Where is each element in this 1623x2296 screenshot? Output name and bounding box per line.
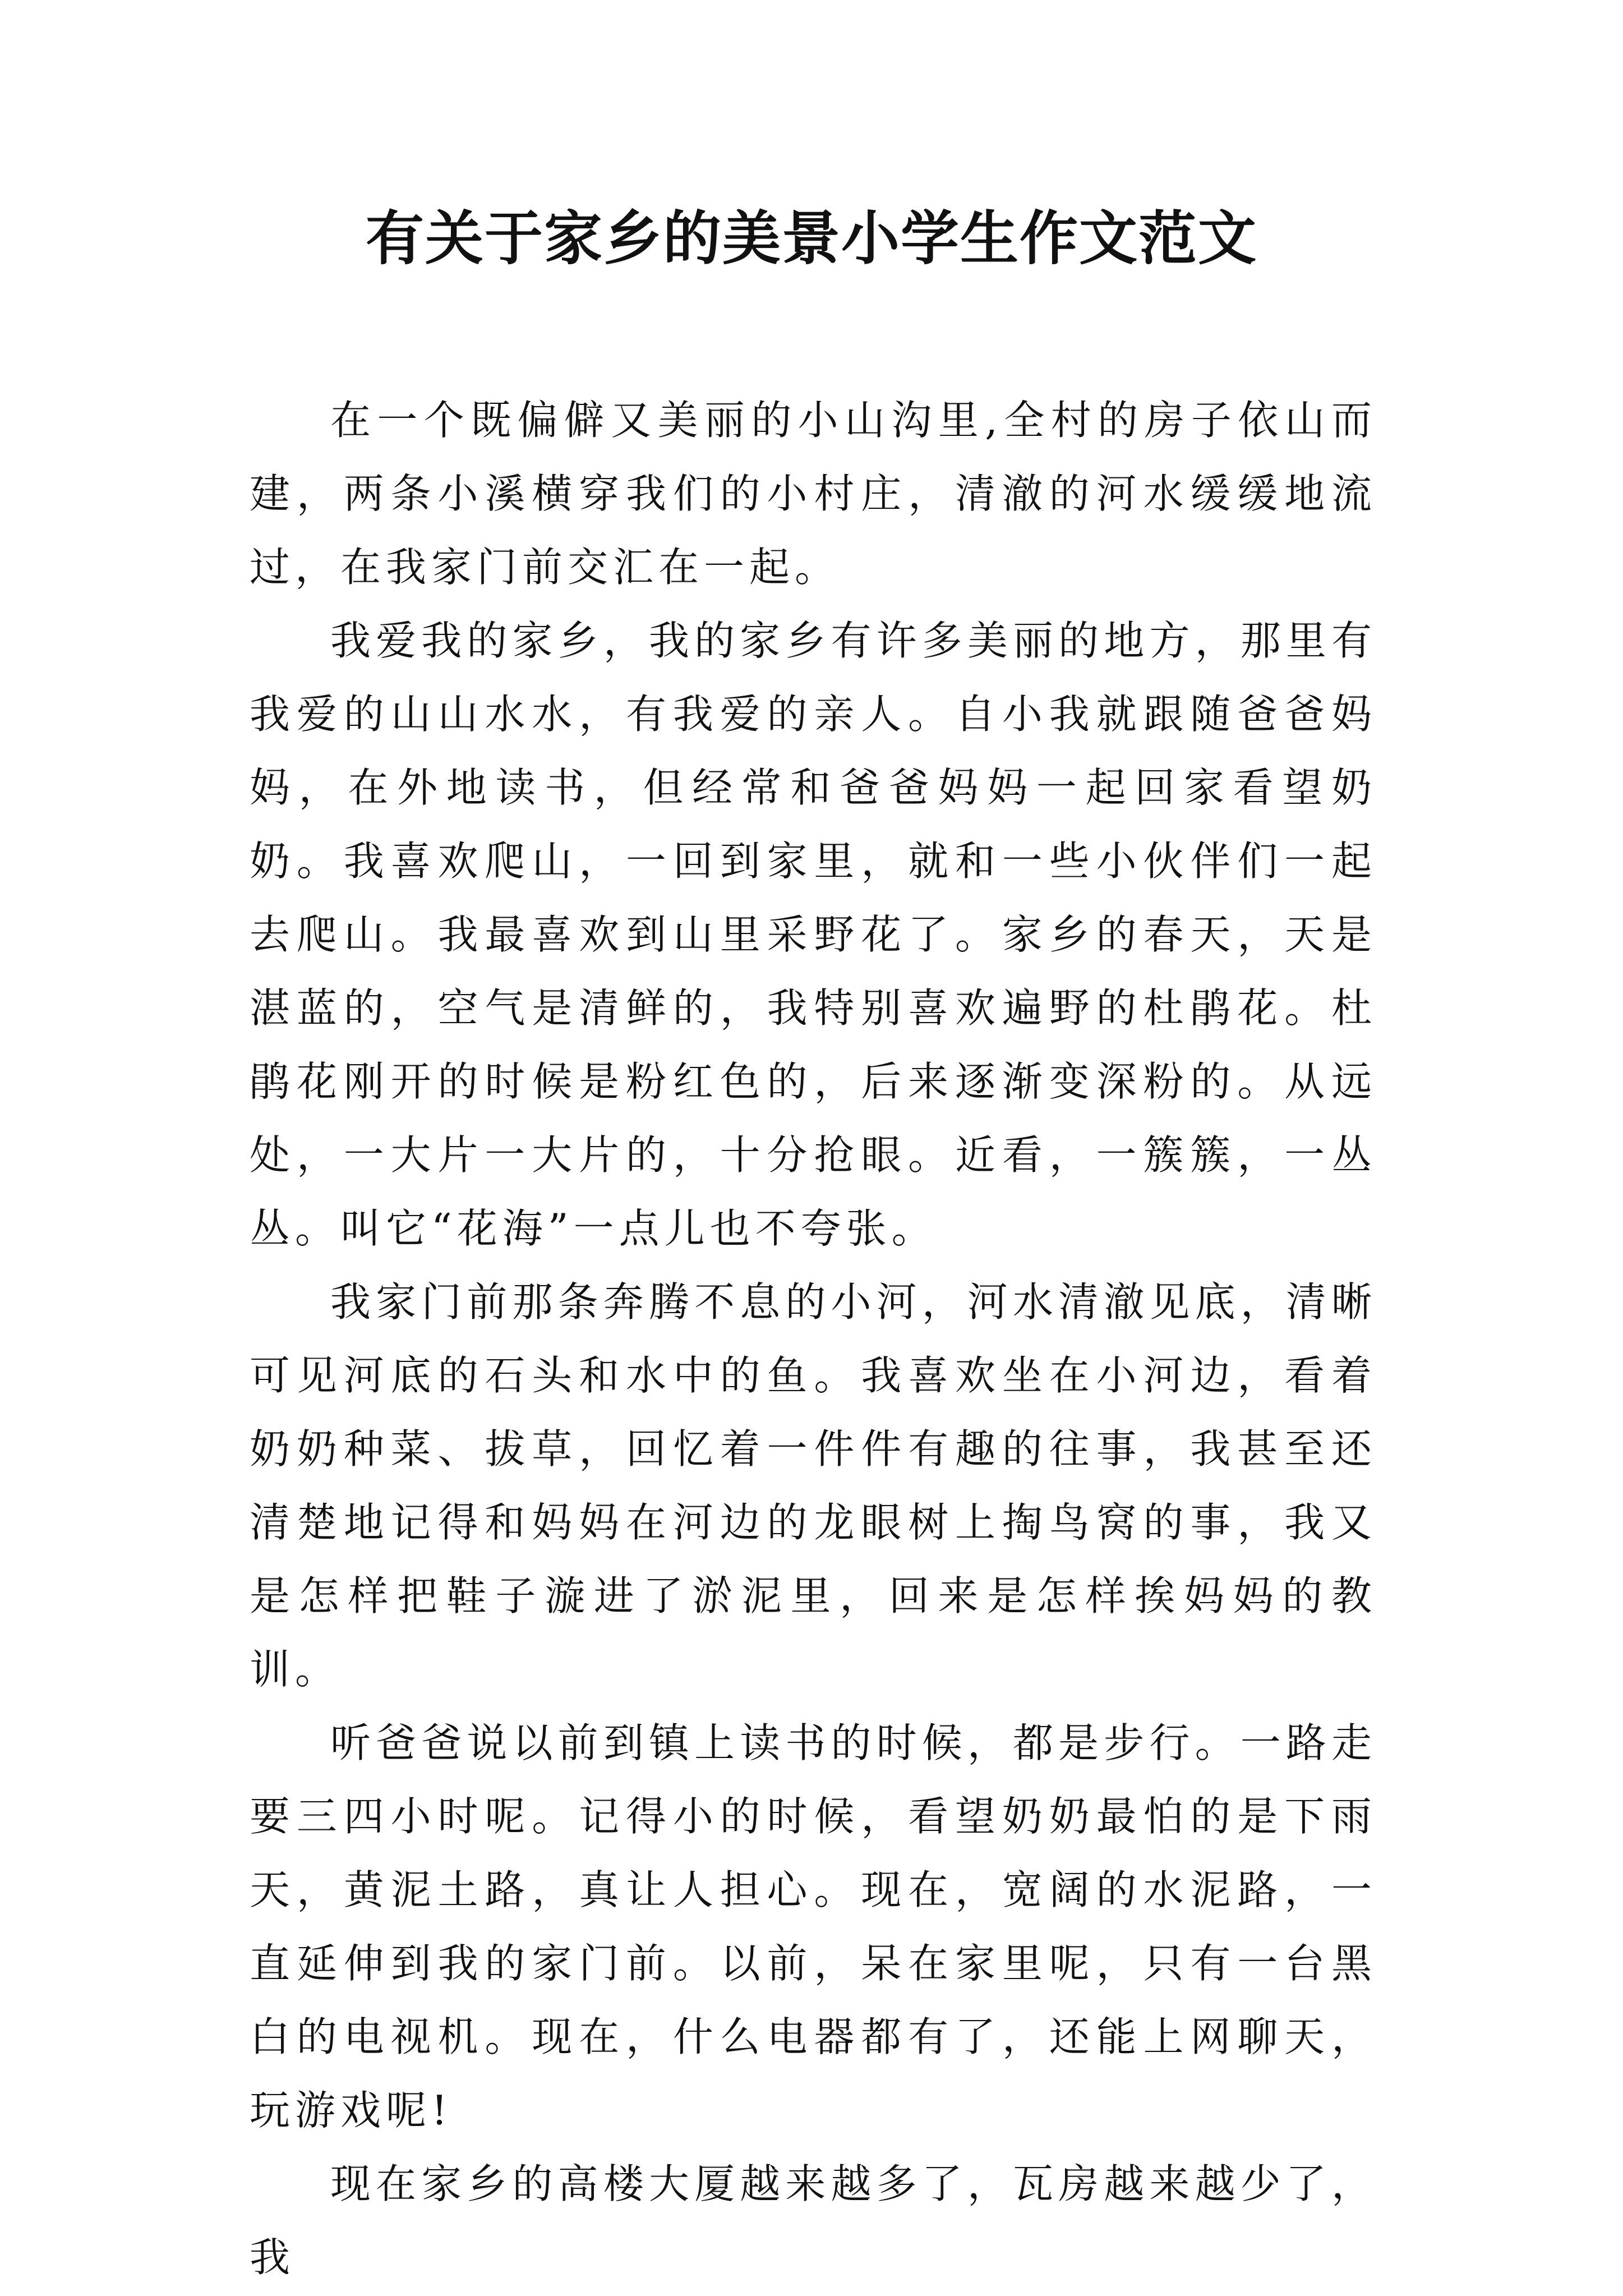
paragraph-1: 在一个既偏僻又美丽的小山沟里,全村的房子依山而建，两条小溪横穿我们的小村庄，清澈的河水缓缓地流过，在我家门前交汇在一起。 (250, 397, 1377, 591)
paragraph-2: 我爱我的家乡，我的家乡有许多美丽的地方，那里有我爱的山山水水，有我爱的亲人。自小我就跟随爸爸妈妈，在外地读书，但经常和爸爸妈妈一起回家看望奶奶。我喜欢爬山，一回到家里，就和一些小伙伴们一起去爬山。我最喜欢到山里采野花了。家乡的春天，天是湛蓝的，空气是清鲜的，我特别喜欢遍野的杜鹃花。杜鹃花刚开的时候是粉红色的，后来逐渐变深粉的。从远处，一大片一大片的，十分抢眼。近看，一簇簇，一丛丛。叫它“花海”一点儿也不夸张。 (250, 617, 1377, 1252)
document-title: 有关于家乡的美景小学生作文范文 (365, 204, 1257, 273)
paragraph-5: 现在家乡的高楼大厦越来越多了，瓦房越来越少了，我 (250, 2160, 1377, 2281)
paragraph-3: 我家门前那条奔腾不息的小河，河水清澈见底，清晰可见河底的石头和水中的鱼。我喜欢坐在小河边，看着奶奶种菜、拔草，回忆着一件件有趣的往事，我甚至还清楚地记得和妈妈在河边的龙眼树上掏鸟窝的事，我又是怎样把鞋子漩进了淤泥里，回来是怎样挨妈妈的教训。 (250, 1278, 1377, 1693)
paragraph-4: 听爸爸说以前到镇上读书的时候，都是步行。一路走要三四小时呢。记得小的时候，看望奶奶最怕的是下雨天，黄泥土路，真让人担心。现在，宽阔的水泥路，一直延伸到我的家门前。以前，呆在家里呢，只有一台黑白的电视机。现在，什么电器都有了，还能上网聊天，玩游戏呢! (250, 1719, 1377, 2134)
document-body (250, 384, 1377, 2294)
